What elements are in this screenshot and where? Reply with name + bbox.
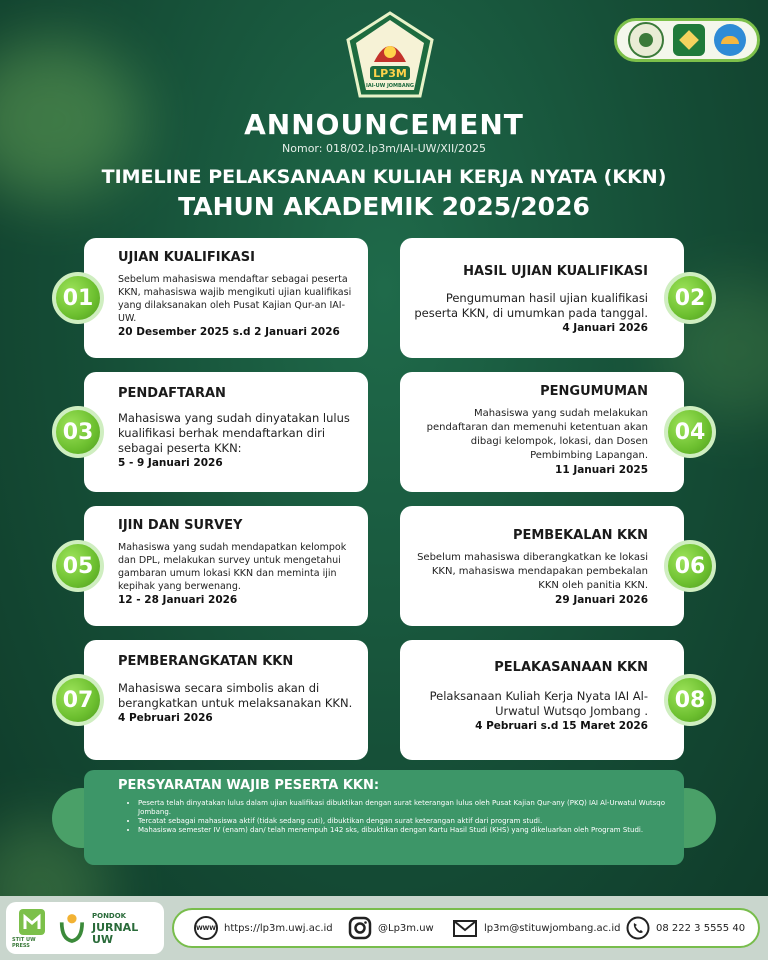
requirement-item: • Peserta telah dinyatakan lulus dalam ujian kualifikasi dibuktikan dengan surat keterangan lulus oleh Pusat Kajian Qur-any (PKQ) IAI Al-Urwatul Wutsqo Jombang.	[138, 799, 668, 817]
step-body: Mahasiswa yang sudah mendapatkan kelompok dan DPL, melakukan survey untuk mengetahui gambaran umum lokasi KKN dan meminta ijin kepihak yang berwenang.	[118, 542, 347, 592]
requirements-box	[84, 770, 684, 865]
subtitle: TIMELINE PELAKSANAAN KULIAH KERJA NYATA (KKN)	[101, 166, 667, 188]
press-logo	[12, 907, 52, 949]
step-date: 12 - 28 Januari 2026	[118, 594, 238, 606]
instagram-contact[interactable]	[348, 916, 434, 940]
step-date: 4 Januari 2026	[562, 322, 648, 334]
step-number: 06	[664, 540, 716, 592]
timeline-card	[400, 640, 684, 760]
step-title: PENGUMUMAN	[540, 384, 648, 399]
document-number: Nomor: 018/02.lp3m/IAI-UW/XII/2025	[282, 142, 486, 155]
website-contact[interactable]	[194, 916, 333, 940]
email-address[interactable]: lp3m@stituwjombang.ac.id	[484, 922, 621, 934]
step-title: IJIN DAN SURVEY	[118, 518, 243, 533]
step-title: PELAKASANAAN KKN	[494, 660, 648, 675]
requirement-item: • Mahasiswa semester IV (enam) dan/ telah menempuh 142 sks, dibuktikan dengan Kartu Hasil Studi (KHS) yang dikeluarkan oleh Program Studi.	[138, 826, 668, 835]
step-number: 08	[664, 674, 716, 726]
step-body: Mahasiswa secara simbolis akan di berangkatkan untuk melaksanakan KKN.	[118, 681, 353, 710]
timeline-card	[400, 372, 684, 492]
step-date: 20 Desember 2025 s.d 2 Januari 2026	[118, 326, 340, 338]
page-title: ANNOUNCEMENT	[244, 108, 524, 141]
step-body: Mahasiswa yang sudah melakukan pendaftaran dan memenuhi ketentuan akan dibagi kelompok, lokasi, dan Dosen Pembimbing Lapangan.	[426, 408, 648, 461]
jurnal-label: JURNAL UW	[91, 921, 139, 946]
logo-text: LP3M	[373, 67, 407, 80]
step-date: 5 - 9 Januari 2026	[118, 457, 223, 469]
partner-logos	[614, 18, 760, 62]
step-body: Pengumuman hasil ujian kualifikasi peserta KKN, di umumkan pada tanggal.	[414, 291, 648, 320]
university-seal-icon	[628, 22, 664, 58]
step-body: Sebelum mahasiswa mendaftar sebagai peserta KKN, mahasiswa wajib mengikuti ujian kualifikasi yang dilaksanakan oleh Pusat Kajian Qur-an IAI-UW.	[118, 274, 352, 324]
timeline-card	[400, 506, 684, 626]
timeline-card	[84, 506, 368, 626]
website-link[interactable]: https://lp3m.uwj.ac.id	[224, 922, 333, 934]
step-number: 05	[52, 540, 104, 592]
kemenag-logo-icon	[673, 24, 705, 56]
instagram-icon	[348, 916, 372, 940]
footer-logos	[6, 902, 164, 954]
step-body: Pelaksanaan Kuliah Kerja Nyata IAI Al-Urwatul Wutsqo Jombang .	[429, 689, 648, 718]
step-date: 4 Pebruari s.d 15 Maret 2026	[475, 720, 648, 732]
step-number: 01	[52, 272, 104, 324]
requirements-title: PERSYARATAN WAJIB PESERTA KKN:	[118, 778, 380, 793]
step-title: PEMBERANGKATAN KKN	[118, 654, 294, 669]
step-title: PEMBEKALAN KKN	[512, 528, 648, 543]
academic-year: TAHUN AKADEMIK 2025/2026	[178, 192, 590, 221]
step-date: 29 Januari 2026	[555, 594, 648, 606]
press-label: STIT UW PRESS	[12, 937, 36, 949]
step-title: HASIL UJIAN KUALIFIKASI	[463, 264, 648, 279]
step-number: 04	[664, 406, 716, 458]
instagram-handle[interactable]: @Lp3m.uw	[378, 922, 434, 934]
step-date: 4 Pebruari 2026	[118, 712, 213, 724]
phone-contact[interactable]	[626, 916, 745, 940]
requirement-item: • Tercatat sebagai mahasiswa aktif (tidak sedang cuti), dibuktikan dengan surat keterangan aktif dari program studi.	[138, 817, 668, 826]
globe-icon: WWW	[194, 916, 218, 940]
timeline-card	[400, 238, 684, 358]
step-number: 02	[664, 272, 716, 324]
jurnal-logo-icon	[58, 910, 86, 946]
step-body: Sebelum mahasiswa diberangkatkan ke lokasi KKN, mahasiswa mendapakan pembekalan KKN oleh panitia KKN.	[417, 552, 648, 591]
phone-icon	[626, 916, 650, 940]
timeline-card	[84, 238, 368, 358]
phone-number[interactable]: 08 222 3 5555 40	[656, 922, 746, 934]
campus-logo-icon	[714, 24, 746, 56]
logo-subtext: IAI-UW JOMBANG	[365, 83, 415, 89]
step-title: UJIAN KUALIFIKASI	[118, 250, 255, 265]
lp3m-logo	[344, 10, 436, 102]
step-body: Mahasiswa yang sudah dinyatakan lulus kualifikasi berhak mendaftarkan diri sebagai peserta KKN:	[118, 411, 350, 455]
pondok-label: PONDOK	[91, 912, 127, 920]
timeline-card	[84, 640, 368, 760]
email-icon	[452, 916, 478, 940]
step-title: PENDAFTARAN	[118, 386, 226, 401]
step-number: 07	[52, 674, 104, 726]
requirements-list	[100, 799, 668, 835]
email-contact[interactable]	[452, 916, 620, 940]
step-number: 03	[52, 406, 104, 458]
jurnal-logo-text	[92, 910, 158, 946]
press-logo-icon	[17, 907, 47, 937]
step-date: 11 Januari 2025	[555, 464, 648, 476]
timeline-card	[84, 372, 368, 492]
